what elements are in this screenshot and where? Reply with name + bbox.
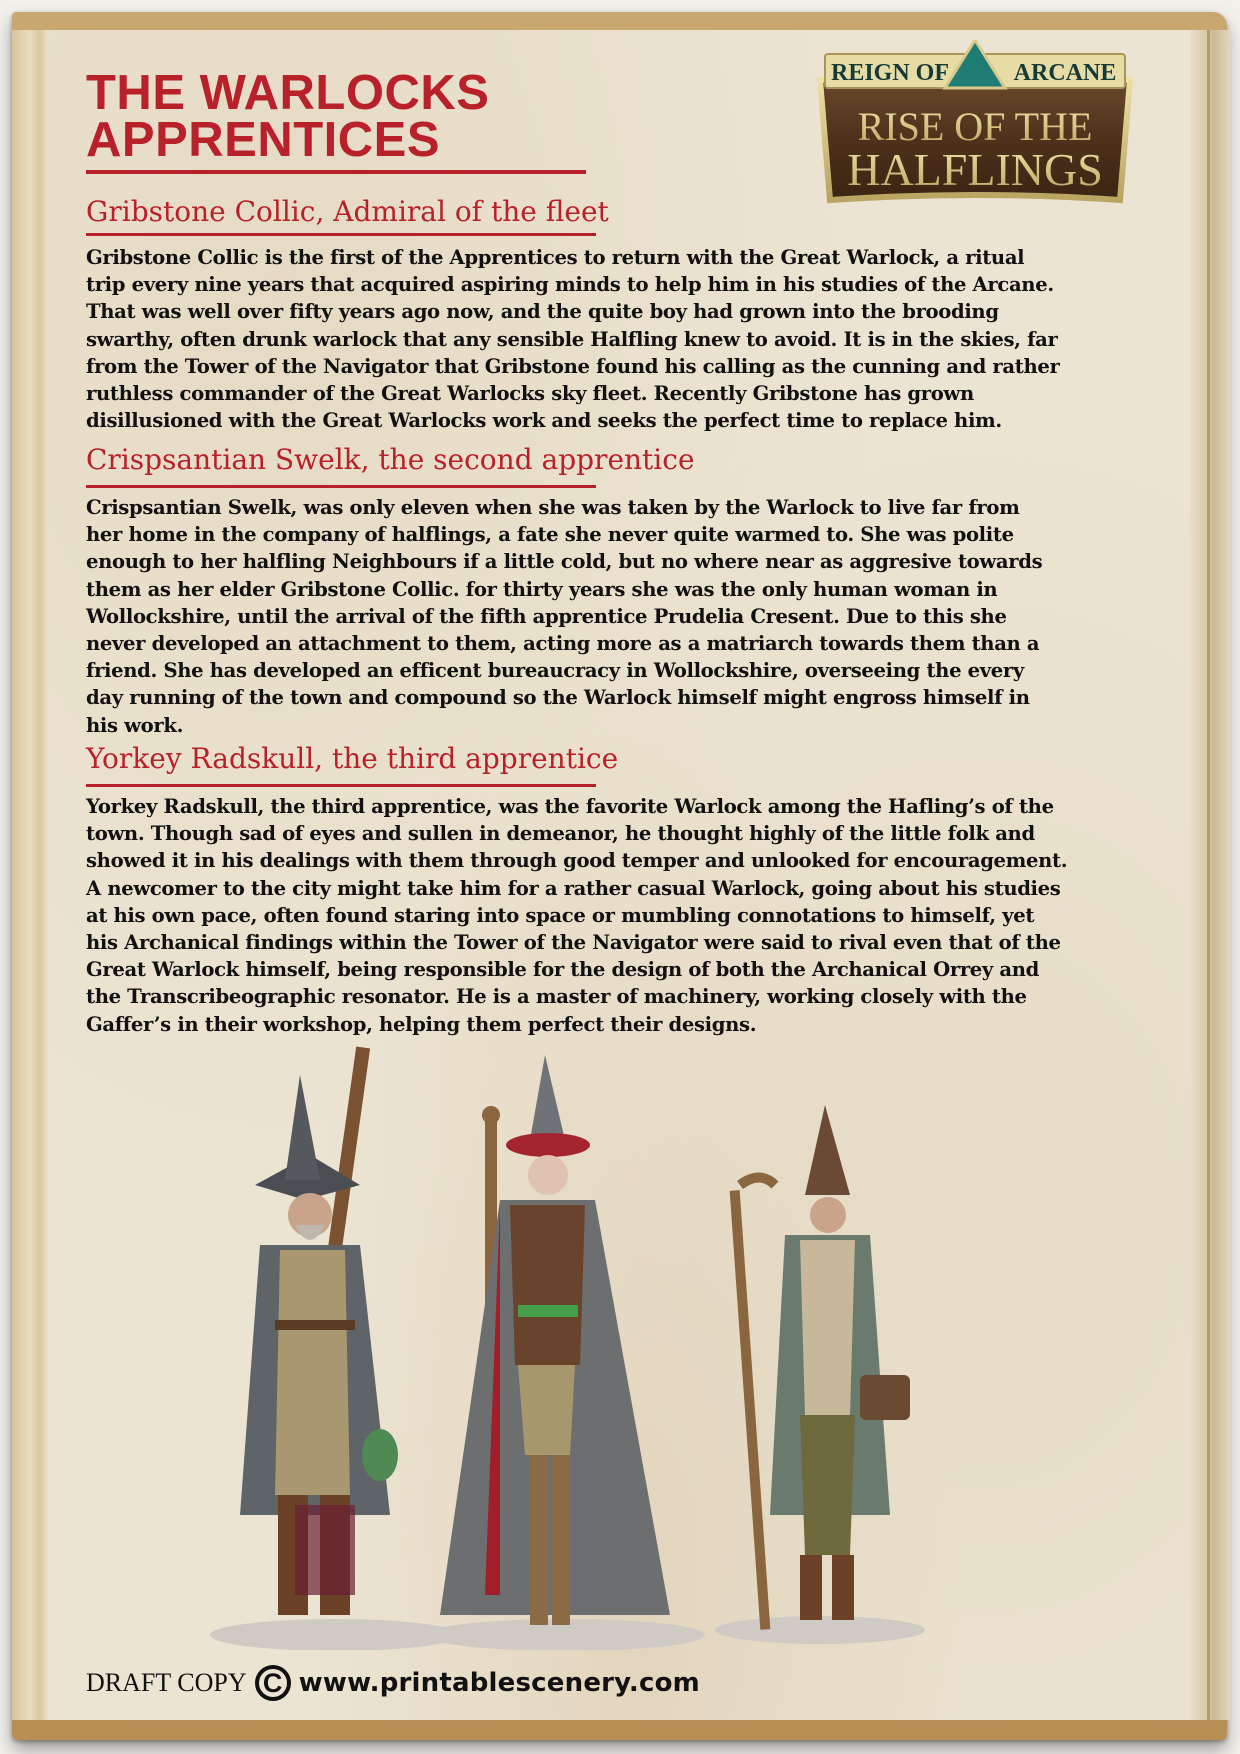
page-title (86, 66, 490, 167)
section-underline (86, 485, 596, 488)
text-line: ruthless commander of the Great Warlocks sky fleet. Recently Gribstone has grown (86, 382, 974, 406)
section-body-gribstone (86, 244, 1166, 434)
svg-text:ARCANE: ARCANE (1013, 60, 1117, 86)
reign-of-arcane-logo (810, 40, 1140, 220)
text-line: showed it in his dealings with them through good temper and unlooked for encouragement. (86, 849, 1068, 873)
text-line: Great Warlock himself, being responsible for the design of both the Archanical Orrey and (86, 958, 1040, 982)
copyright-icon: C (255, 1665, 291, 1701)
section-body-yorkey (86, 793, 1166, 1038)
text-line: the Transcribeographic resonator. He is a master of machinery, working closely with the (86, 985, 1027, 1009)
text-line: them as her elder Gribstone Collic. for thirty years she was the only human woman in (86, 577, 998, 601)
section-body-crispsantian (86, 494, 1166, 739)
svg-text:HALFLINGS: HALFLINGS (847, 144, 1103, 195)
section-heading-yorkey: Yorkey Radskull, the third apprentice (86, 742, 619, 775)
text-line: never developed an attachment to them, acting more as a matriarch towards them than a (86, 632, 1040, 656)
footer-copyright (86, 1665, 700, 1701)
section-heading-crispsantian: Crispsantian Swelk, the second apprentice (86, 443, 695, 476)
text-line: friend. She has developed an efficent bureaucracy in Wollockshire, overseeing the every (86, 659, 1024, 683)
svg-text:REIGN OF: REIGN OF (830, 60, 950, 86)
binding-stitch (1207, 30, 1210, 1720)
page-title-line2: APPRENTICES (86, 113, 441, 167)
text-line: at his own pace, often found staring into space or mumbling connotations to himself, yet (86, 903, 1035, 927)
text-line: Gaffer’s in their workshop, helping them perfect their designs. (86, 1012, 757, 1036)
figure-crispsantian (440, 1055, 670, 1625)
text-line: town. Though sad of eyes and sullen in demeanor, he thought highly of the little folk and (86, 822, 1035, 846)
figure-yorkey (730, 1105, 910, 1630)
page-edge-right (1190, 30, 1230, 1720)
figure-gribstone (240, 1047, 398, 1615)
title-underline (86, 170, 586, 174)
website-link[interactable]: www.printablescenery.com (298, 1668, 700, 1698)
page-title-line1: THE WARLOCKS (86, 66, 490, 120)
draft-copy-label: DRAFT COPY (86, 1668, 247, 1697)
text-line: from the Tower of the Navigator that Gribstone found his calling as the cunning and rather (86, 354, 1060, 378)
text-line: his work. (86, 713, 184, 737)
text-line: enough to her halfling Neighbours if a little cold, but no where near as aggresive towards (86, 550, 1043, 574)
svg-text:RISE OF THE: RISE OF THE (857, 104, 1093, 149)
character-illustrations (200, 1035, 1000, 1650)
text-line: A newcomer to the city might take him for a rather casual Warlock, going about his studies (86, 876, 1061, 900)
text-line: swarthy, often drunk warlock that any sensible Halfling knew to avoid. It is in the skies, far (86, 327, 1058, 351)
text-line: day running of the town and compound so the Warlock himself might engross himself in (86, 686, 1030, 710)
text-line: disillusioned with the Great Warlocks work and seeks the perfect time to replace him. (86, 409, 1002, 433)
section-underline (86, 784, 596, 787)
text-line: her home in the company of halflings, a fate she never quite warmed to. She was polite (86, 523, 1014, 547)
text-line: Crispsantian Swelk, was only eleven when she was taken by the Warlock to live far from (86, 496, 1020, 519)
text-line: Yorkey Radskull, the third apprentice, was the favorite Warlock among the Hafling’s of the (86, 795, 1054, 818)
text-line: Gribstone Collic is the first of the Apprentices to return with the Great Warlock, a ritual (86, 246, 1025, 269)
section-heading-gribstone: Gribstone Collic, Admiral of the fleet (86, 195, 609, 228)
section-underline (86, 233, 596, 236)
text-line: trip every nine years that acquired aspiring minds to help him in his studies of the Arcane. (86, 273, 1054, 297)
text-line: That was well over fifty years ago now, and the quite boy had grown into the brooding (86, 300, 999, 324)
text-line: Wollockshire, until the arrival of the fifth apprentice Prudelia Cresent. Due to this she (86, 604, 1007, 628)
text-line: his Archanical findings within the Tower of the Navigator were said to rival even that of the (86, 931, 1061, 955)
